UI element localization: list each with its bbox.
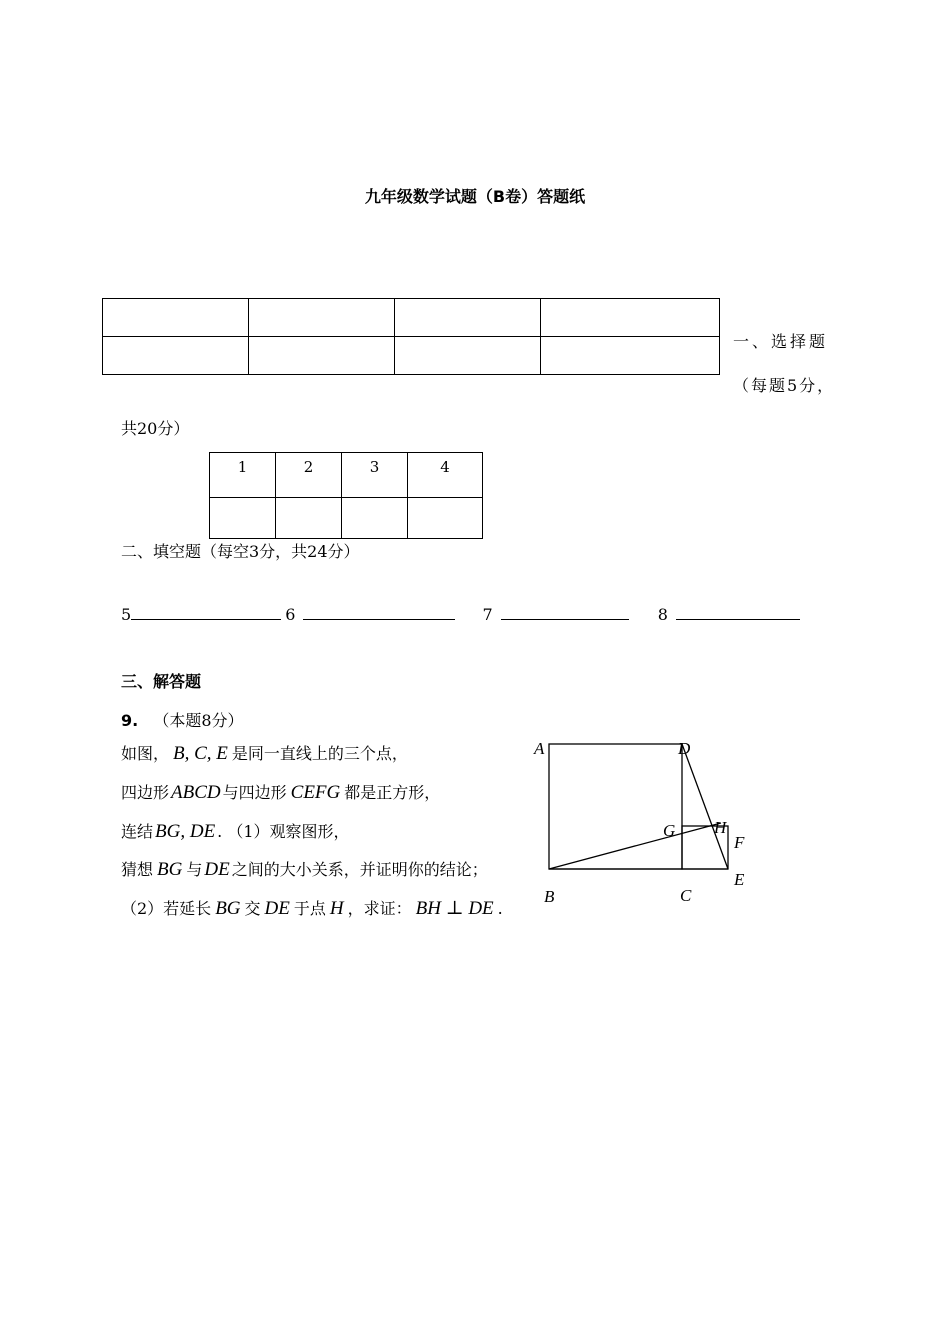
math-expression: BG bbox=[215, 898, 241, 919]
text: 都是正方形， bbox=[344, 783, 441, 802]
text: 是同一直线上的三个点， bbox=[231, 744, 408, 763]
text: （2）若延长 bbox=[121, 899, 212, 918]
text: . （1）观察图形， bbox=[217, 822, 350, 841]
label-e: E bbox=[734, 870, 745, 889]
text: 于点 bbox=[293, 899, 326, 918]
answer-cell-2[interactable] bbox=[276, 498, 342, 539]
table-cell bbox=[395, 299, 541, 337]
question-line-5 bbox=[121, 896, 503, 920]
question-9-header bbox=[121, 708, 244, 731]
text: . bbox=[497, 899, 503, 918]
blank-number-8: 8 bbox=[657, 605, 668, 624]
answer-cell-3[interactable] bbox=[342, 498, 408, 539]
blank-number-5: 5 bbox=[121, 605, 132, 624]
label-f: F bbox=[734, 833, 745, 852]
answer-cell-4[interactable] bbox=[408, 498, 483, 539]
table-cell bbox=[249, 299, 395, 337]
answer-table-empty bbox=[102, 298, 720, 375]
math-expression: DE bbox=[264, 898, 290, 919]
text: 连结 bbox=[121, 822, 154, 841]
page-title: 九年级数学试题（B卷）答题纸 bbox=[364, 187, 586, 206]
choice-answer-table bbox=[209, 452, 483, 539]
table-header-2: 2 bbox=[276, 453, 342, 498]
line-de bbox=[682, 744, 728, 869]
section1-note: （每题5分， bbox=[733, 376, 836, 395]
text: 四边形 bbox=[121, 783, 170, 802]
blank-number-7: 7 bbox=[482, 605, 493, 624]
math-expression: DE bbox=[204, 859, 230, 880]
table-cell bbox=[395, 337, 541, 375]
table-cell bbox=[103, 337, 249, 375]
math-expression: ABCD bbox=[171, 782, 221, 803]
section1-note-cont: 共20分） bbox=[121, 419, 190, 438]
math-expression: BH ⊥ DE bbox=[415, 898, 494, 919]
blank-line-6[interactable] bbox=[303, 605, 455, 620]
answer-cell-1[interactable] bbox=[210, 498, 276, 539]
math-expression: CEFG bbox=[290, 782, 341, 803]
text: 如图， bbox=[121, 744, 170, 763]
line-bh bbox=[549, 823, 721, 869]
table-cell bbox=[249, 337, 395, 375]
text: 与 bbox=[186, 860, 203, 879]
math-expression: BG bbox=[157, 859, 183, 880]
blank-row bbox=[121, 605, 800, 624]
math-expression: B, C, E bbox=[173, 743, 228, 764]
label-c: C bbox=[680, 886, 692, 905]
table-header-4: 4 bbox=[408, 453, 483, 498]
blank-line-7[interactable] bbox=[501, 605, 629, 620]
math-expression: BG, DE bbox=[155, 821, 216, 842]
question-line-4 bbox=[121, 857, 488, 881]
text: 之间的大小关系，并证明你的结论； bbox=[231, 860, 488, 879]
label-a: A bbox=[534, 739, 545, 758]
label-g: G bbox=[663, 821, 676, 840]
blank-line-5[interactable] bbox=[131, 605, 281, 620]
table-cell bbox=[103, 299, 249, 337]
label-b: B bbox=[544, 887, 555, 906]
blank-number-6: 6 bbox=[285, 605, 296, 624]
text: 与四边形 bbox=[222, 783, 287, 802]
label-h: H bbox=[714, 818, 727, 837]
text: ，求证： bbox=[347, 899, 412, 918]
label-d: D bbox=[678, 739, 691, 758]
question-line-2 bbox=[121, 780, 440, 804]
text: 交 bbox=[244, 899, 261, 918]
text: 猜想 bbox=[121, 860, 154, 879]
section3-label: 三、解答题 bbox=[121, 672, 202, 691]
question-number: 9. bbox=[121, 711, 139, 730]
table-cell bbox=[541, 299, 720, 337]
question-line-3 bbox=[121, 819, 350, 843]
question-points: （本题8分） bbox=[153, 711, 244, 730]
square-abcd bbox=[549, 744, 682, 869]
geometry-figure bbox=[528, 736, 758, 911]
blank-line-8[interactable] bbox=[676, 605, 800, 620]
table-header-3: 3 bbox=[342, 453, 408, 498]
question-line-1 bbox=[121, 741, 408, 765]
math-expression: H bbox=[329, 898, 344, 919]
table-header-1: 1 bbox=[210, 453, 276, 498]
table-cell bbox=[541, 337, 720, 375]
section1-label: 一、选择题 bbox=[733, 332, 829, 351]
section2-label: 二、填空题（每空3分，共24分） bbox=[121, 542, 360, 561]
